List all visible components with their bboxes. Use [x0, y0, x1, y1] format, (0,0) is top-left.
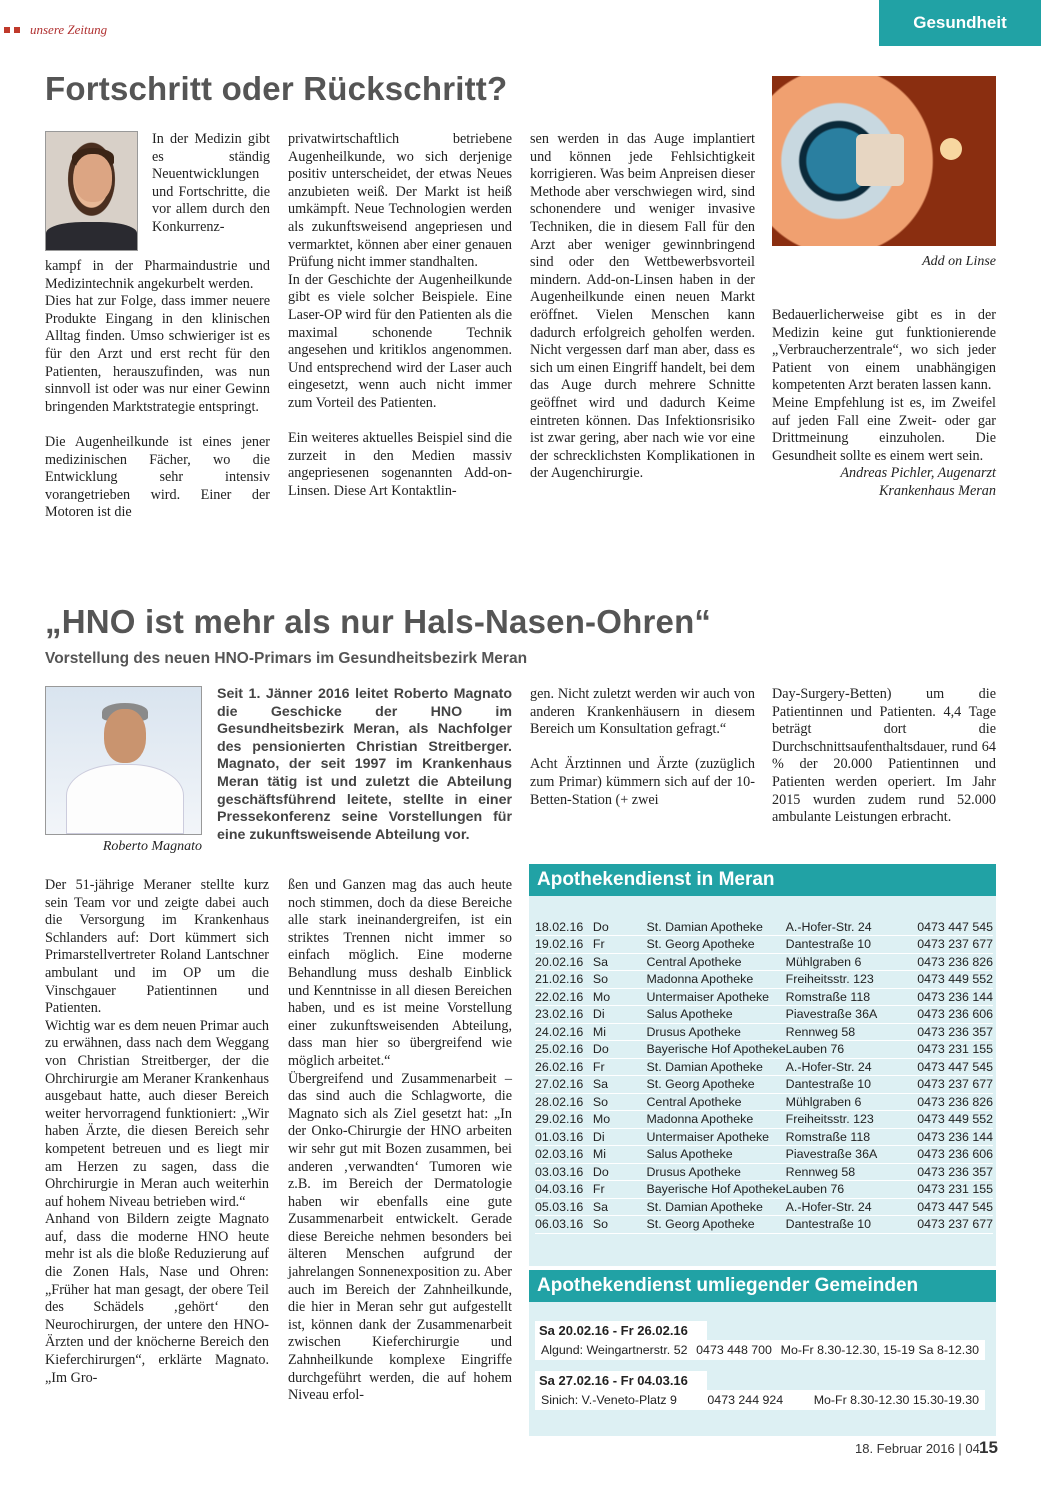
pharmacy-address: Piavestraße 36A: [785, 1007, 878, 1022]
article2-col-b: [288, 877, 512, 1405]
article2-col-d: [772, 686, 996, 827]
pharmacy-date: 25.02.16: [535, 1042, 584, 1057]
pharmacy-location: Algund: Weingartnerstr. 52: [541, 1343, 688, 1357]
pharmacy-phone: 0473 236 826: [917, 1094, 993, 1109]
article2-col-c: [530, 686, 755, 809]
pharmacy-weekday: So: [592, 972, 609, 987]
pharmacy-address: A.-Hofer-Str. 24: [785, 1199, 872, 1214]
brand-square: [14, 27, 20, 33]
pharmacy-date: 20.02.16: [535, 954, 584, 969]
pharmacy-phone: 0473 236 826: [917, 954, 993, 969]
pharmacy-row: [535, 1041, 993, 1059]
pharmacy-date: 27.02.16: [535, 1077, 584, 1092]
article1-col2: [288, 131, 512, 500]
pharmacy-phone: 0473 449 552: [917, 1112, 993, 1127]
week-range: Sa 27.02.16 - Fr 04.03.16: [535, 1371, 707, 1390]
pharmacy-pharmacy-name: Bayerische Hof Apotheke: [646, 1182, 786, 1197]
article1-col3-p1: sen werden in das Auge implantiert und können jede Fehlsichtigkeit korrigieren. Was beim Anpreisen dieser Methode aber verschwiegen wird, sind schonendere und weniger invasive Techniken, die in diesem Fall für den Arzt aber weniger gewinnbringend sind oder den Wettbewerbsvorteil mindern. Add-on-Linsen haben in der Augenheilkunde einen neuen Markt eröffnet. Vielen Menschen kann dadurch erfolgreich geholfen werden. Nicht vergessen darf man aber, dass es sich um einen Eingriff handelt, bei dem das Auge durch mehrere Schnitte geöffnet wird und dadurch Keime eintreten können. Das Infektionsrisiko ist zwar gering, aber nach wie vor eine der schrecklichsten Komplikationen in der Augenchirurgie.: [530, 131, 755, 482]
pharmacy-pharmacy-name: Untermaiser Apotheke: [646, 989, 770, 1004]
section-tab: Gesundheit: [879, 0, 1041, 46]
pharmacy-weekday: Mi: [592, 1147, 606, 1162]
pharmacy-phone: 0473 237 677: [917, 1077, 993, 1092]
brand-square: [4, 27, 10, 33]
pharmacy-pharmacy-name: Madonna Apotheke: [646, 1112, 754, 1127]
pharmacy-weekday: Fr: [592, 1059, 605, 1074]
pharmacy-row: [535, 936, 993, 954]
pharmacy-pharmacy-name: Drusus Apotheke: [646, 1024, 741, 1039]
pharmacy-pharmacy-name: Salus Apotheke: [646, 1147, 733, 1162]
pharmacy-phone: 0473 447 545: [917, 919, 993, 934]
pharmacy-phone: 0473 449 552: [917, 972, 993, 987]
pharmacy-row: [535, 1093, 993, 1111]
primar-portrait: [45, 686, 202, 835]
pharmacy-row: [535, 1163, 993, 1181]
pharmacy-date: 02.03.16: [535, 1147, 584, 1162]
photo-caption: Roberto Magnato: [102, 839, 202, 854]
pharmacy-date: 22.02.16: [535, 989, 584, 1004]
pharmacy-meran-header: Apothekendienst in Meran: [529, 864, 996, 896]
pharmacy-address: Romstraße 118: [785, 1129, 871, 1144]
pharmacy-date: 19.02.16: [535, 937, 584, 952]
footer-issue-date: 18. Februar 2016 | 04: [855, 1441, 980, 1456]
pharmacy-date: 24.02.16: [535, 1024, 584, 1039]
pharmacy-weekday: Sa: [592, 1077, 609, 1092]
pharmacy-date: 18.02.16: [535, 919, 584, 934]
author-name: Andreas Pichler, Augenarzt: [840, 465, 996, 482]
pharmacy-pharmacy-name: Bayerische Hof Apotheke: [646, 1042, 786, 1057]
pharmacy-weekday: Mo: [592, 1112, 611, 1127]
pharmacy-weekday: Sa: [592, 954, 609, 969]
pharmacy-row: [535, 1146, 993, 1164]
article1-col2-p3: Ein weiteres aktuelles Beispiel sind die zurzeit in den Medien massiv angepriesenen sogenannten Add-on-Linsen. Diese Art Kontaktlin-: [288, 430, 512, 499]
article1-col1: kampf in der Pharmaindustrie und Medizintechnik angekurbelt werden. Dies hat zur Folge, dass immer neuere Produkte Eingang in den klinischen Alltag finden. Umso schwieriger ist es für den Arzt und erst recht für den Patienten, herauszufinden, was nun sinnvoll ist oder was nur einer Gewinn bringenden Marktstrategie entspringt. Die Augenheilkunde ist eines jener medizinischen Fächer, wo die Entwicklung sehr intensiv vorangetrieben wird. Einer der Motoren ist die: [45, 258, 270, 521]
pharmacy-date: 06.03.16: [535, 1217, 584, 1232]
pharmacy-phone: 0473 236 357: [917, 1164, 993, 1179]
pharmacy-location: Sinich: V.-Veneto-Platz 9: [541, 1393, 677, 1407]
opening-hours: Mo-Fr 8.30-12.30 15.30-19.30: [813, 1393, 979, 1407]
pharmacy-phone: 0473 244 924: [707, 1393, 784, 1407]
pharmacy-phone: 0473 231 155: [917, 1182, 993, 1197]
pharmacy-pharmacy-name: St. Damian Apotheke: [646, 1059, 763, 1074]
pharmacy-weekday: Do: [592, 919, 609, 934]
pharmacy-row: [535, 1058, 993, 1076]
pharmacy-row: [535, 1006, 993, 1024]
article1-col4: [772, 307, 996, 501]
region-week-2: [535, 1370, 985, 1410]
article1-col1-p3: Die Augenheilkunde ist eines jener medizinischen Fächer, wo die Entwicklung sehr intensiv vorangetrieben wird. Einer der Motoren ist die: [45, 433, 270, 521]
pharmacy-pharmacy-name: Drusus Apotheke: [646, 1164, 741, 1179]
pharmacy-address: Romstraße 118: [785, 989, 871, 1004]
image-caption: Add on Linse: [922, 254, 996, 269]
pharmacy-row: [535, 953, 993, 971]
pharmacy-row: [535, 1181, 993, 1199]
pharmacy-row: [535, 1076, 993, 1094]
pharmacy-row: [535, 971, 993, 989]
article1-title: Fortschritt oder Rückschritt?: [45, 70, 508, 107]
article2-col-c-p2: Acht Ärztinnen und Ärzte (zuzüglich zum Primar) kümmern sich auf der 10-Betten-Station (+ zwei: [530, 756, 755, 808]
pharmacy-address: Dantestraße 10: [785, 1077, 872, 1092]
brand-name: unsere Zeitung: [30, 22, 108, 37]
pharmacy-weekday: Mo: [592, 989, 611, 1004]
pharmacy-phone: 0473 236 357: [917, 1024, 993, 1039]
pharmacy-date: 03.03.16: [535, 1164, 584, 1179]
pharmacy-pharmacy-name: Madonna Apotheke: [646, 972, 754, 987]
article1-col1-top: In der Medizin gibt es ständig Neuentwicklungen und Fortschritte, die vor allem durch den Konkurrenz-: [152, 131, 270, 235]
pharmacy-address: A.-Hofer-Str. 24: [785, 919, 872, 934]
region-week-1: [535, 1320, 985, 1360]
pharmacy-weekday: Sa: [592, 1199, 609, 1214]
pharmacy-pharmacy-name: St. Damian Apotheke: [646, 1199, 763, 1214]
pharmacy-row: [535, 1128, 993, 1146]
pharmacy-weekday: Di: [592, 1007, 605, 1022]
pharmacy-weekday: So: [592, 1094, 609, 1109]
pharmacy-weekday: Di: [592, 1129, 605, 1144]
pharmacy-date: 01.03.16: [535, 1129, 584, 1144]
pharmacy-weekday: So: [592, 1217, 609, 1232]
pharmacy-row: [535, 1111, 993, 1129]
pharmacy-phone: 0473 236 144: [917, 1129, 993, 1144]
article2-col-a-p2: Wichtig war es dem neuen Primar auch zu erwähnen, dass nach dem Weggang von Christian Streitberger, der die Ohrchirurgie am Meraner Krankenhaus ausgebaut hatte, auch dieser Bereich weiter hervorragend funktioniert: „Wir haben Ärzte, die diesen Bereich sehr kompetent betreuen und es liegt mir am Herzen zu sagen, dass die Ohrchirurgie in Meran auch weiterhin auf hohem Niveau betrieben wird.“: [45, 1017, 269, 1210]
pharmacy-pharmacy-name: St. Damian Apotheke: [646, 919, 763, 934]
pharmacy-address: Mühlgraben 6: [785, 954, 862, 969]
pharmacy-date: 04.03.16: [535, 1182, 584, 1197]
pharmacy-phone: 0473 447 545: [917, 1199, 993, 1214]
pharmacy-pharmacy-name: Untermaiser Apotheke: [646, 1129, 770, 1144]
pharmacy-address: A.-Hofer-Str. 24: [785, 1059, 872, 1074]
pharmacy-pharmacy-name: St. Georg Apotheke: [646, 1217, 755, 1232]
pharmacy-address: Piavestraße 36A: [785, 1147, 878, 1162]
brand-logo: [4, 22, 107, 38]
pharmacy-address: Freiheitsstr. 123: [785, 972, 874, 987]
article1-col3: [530, 131, 755, 483]
pharmacy-phone: 0473 237 677: [917, 1217, 993, 1232]
pharmacy-pharmacy-name: St. Georg Apotheke: [646, 937, 755, 952]
pharmacy-weekday: Fr: [592, 1182, 605, 1197]
pharmacy-phone: 0473 236 144: [917, 989, 993, 1004]
pharmacy-pharmacy-name: Central Apotheke: [646, 1094, 742, 1109]
pharmacy-date: 28.02.16: [535, 1094, 584, 1109]
pharmacy-row: [535, 1198, 993, 1216]
region-row: [535, 1390, 985, 1410]
article1-col4-p1: Bedauerlicherweise gibt es in der Medizin keine gut funktionierende „Verbraucherzentrale“, wo sich jeder Patient von einem unabhängigen kompetenten Arzt beraten lassen kann.: [772, 307, 996, 394]
opening-hours: Mo-Fr 8.30-12.30, 15-19 Sa 8-12.30: [780, 1343, 979, 1357]
article2-col-b-p2: Übergreifend und Zusammenarbeit – das sind auch die Schlagworte, die Magnato sich als Ziel gesetzt hat: „In der Onko-Chirurgie der HNO arbeiten wir sehr gut mit Bozen zusammen, bei anderen ‚verwandten‘ Tumoren wie z.B. im Bereich der Dermatologie haben wir ebenfalls eine gute Zusammenarbeit entwickelt. Gerade diese Bereiche nehmen besonders bei älteren Menschen aufgrund der jahrelangen Sonnenexposition zu. Aber auch im Bereich der Zahnheilkunde, die hier in Meran sehr gut aufgestellt ist, können dank der Zusammenarbeit zwischen Kieferchirurgie und Zahnheilkunde komplexe Eingriffe durchgeführt werden, die auf hohem Niveau erfol-: [288, 1070, 512, 1404]
pharmacy-address: Lauben 76: [785, 1042, 845, 1057]
pharmacy-region-header: Apothekendienst umliegender Gemeinden: [529, 1270, 996, 1302]
pharmacy-pharmacy-name: Salus Apotheke: [646, 1007, 733, 1022]
article2-col-a-p1: Der 51-jährige Meraner stellte kurz sein Team vor und zeigte dabei auch die Versorgung im Krankenhaus Schlanders auf: Dort kümmert sich Primarstellvertreter Roland Lantschner ambulant und im OP um die Vinschgauer Patientinnen und Patienten.: [45, 877, 269, 1017]
eye-lens-image: [772, 76, 996, 246]
pharmacy-row: [535, 1023, 993, 1041]
article2-col-a-p3: Anhand von Bildern zeigte Magnato auf, dass die moderne HNO heute mehr ist als die bloße Reduzierung auf die Zonen Hals, Nase und Ohren: „Früher hat man gesagt, der obere Teil des Schädels ‚gehört‘ den Neurochirurgen, der untere den HNO-Ärzten und der knöcherne Bereich den Kieferchirurgen“, erklärte Magnato. „Im Gro-: [45, 1211, 269, 1386]
author-portrait: [45, 131, 138, 251]
pharmacy-address: Dantestraße 10: [785, 1217, 872, 1232]
article2-title: „HNO ist mehr als nur Hals-Nasen-Ohren“: [45, 603, 712, 640]
pharmacy-date: 21.02.16: [535, 972, 584, 987]
pharmacy-phone: 0473 447 545: [917, 1059, 993, 1074]
pharmacy-weekday: Do: [592, 1042, 609, 1057]
pharmacy-phone: 0473 236 606: [917, 1147, 993, 1162]
pharmacy-region-box: [529, 1302, 996, 1436]
article2-col-b-p1: ßen und Ganzen mag das auch heute noch stimmen, doch da diese Bereiche alle stark ineinandergreifen, ist ein striktes Trennen nicht immer so einfach möglich. Eine moderne Behandlung muss deshalb Einblick und Kenntnisse in all diesen Bereichen haben, und es ist meine Vorstellung einer zukunftsweisenden Abteilung, dass man hier so übergreifend wie möglich arbeitet.“: [288, 877, 512, 1069]
article1-col2-p1: privatwirtschaftlich betriebene Augenheilkunde, wo sich derjenige positiv unterscheidet, der etwas Neues anzubieten weiß. Der Markt ist heiß umkämpft. Neue Technologien werden als zukunftsweisend angepriesen und vermarktet, können aber einer genauen Prüfung nicht immer standhalten.: [288, 131, 512, 271]
article1-col4-p2: Meine Empfehlung ist es, im Zweifel auf jeden Fall eine Zweit- oder gar Drittmeinung einzuholen. Die Gesundheit sollte es einem wert sein.: [772, 394, 996, 464]
article1-col2-p2: In der Geschichte der Augenheilkunde gibt es viele solcher Beispiele. Eine Laser-OP wird für den Patienten als die maximal schonende Technik angesehen und kritiklos angenommen. Und entsprechend wird der Laser auch eingesetzt, wenn auch nicht immer zum Vorteil des Patienten.: [288, 271, 512, 411]
article2-subtitle: Vorstellung des neuen HNO-Primars im Gesundheitsbezirk Meran: [45, 650, 528, 667]
author-affiliation: Krankenhaus Meran: [878, 482, 996, 499]
pharmacy-weekday: Mi: [592, 1024, 606, 1039]
pharmacy-date: 23.02.16: [535, 1007, 584, 1022]
article2-col-a: [45, 877, 269, 1387]
pharmacy-row: [535, 1216, 993, 1234]
pharmacy-address: Freiheitsstr. 123: [785, 1112, 874, 1127]
pharmacy-date: 26.02.16: [535, 1059, 584, 1074]
pharmacy-phone: 0473 236 606: [917, 1007, 993, 1022]
pharmacy-date: 29.02.16: [535, 1112, 584, 1127]
pharmacy-phone: 0473 448 700: [696, 1343, 772, 1357]
pharmacy-row: [535, 918, 993, 936]
region-row: [535, 1340, 985, 1360]
pharmacy-weekday: Fr: [592, 937, 605, 952]
pharmacy-address: Rennweg 58: [785, 1164, 856, 1179]
page-number: 15: [979, 1438, 998, 1457]
week-range: Sa 20.02.16 - Fr 26.02.16: [535, 1321, 707, 1340]
pharmacy-address: Dantestraße 10: [785, 937, 872, 952]
pharmacy-weekday: Do: [592, 1164, 609, 1179]
pharmacy-phone: 0473 237 677: [917, 937, 993, 952]
pharmacy-row: [535, 988, 993, 1006]
article2-col-c-p1: gen. Nicht zuletzt werden wir auch von anderen Krankenhäusern in diesem Bereich um Konsultation gefragt.“: [530, 686, 755, 738]
pharmacy-pharmacy-name: St. Georg Apotheke: [646, 1077, 755, 1092]
pharmacy-pharmacy-name: Central Apotheke: [646, 954, 742, 969]
article2-lead: Seit 1. Jänner 2016 leitet Roberto Magnato die Geschicke der HNO im Gesundheitsbezirk Meran, als Nachfolger des pensionierten Christian Streitberger. Magnato, der seit 1997 im Krankenhaus Meran tätig ist und zuletzt die Abteilung geschäftsführend leitete, stellte in einer Pressekonferenz seine Vorstellungen für eine zukunftsweisende Abteilung vor.: [217, 686, 512, 843]
pharmacy-address: Mühlgraben 6: [785, 1094, 862, 1109]
pharmacy-date: 05.03.16: [535, 1199, 584, 1214]
article1-col1-p2: Dies hat zur Folge, dass immer neuere Produkte Eingang in den klinischen Alltag finden. Umso schwieriger ist es für den Arzt und erst recht für den Patienten, herauszufinden, was nun sinnvoll ist oder was nur einer Gewinn bringenden Marktstrategie entspringt.: [45, 293, 270, 415]
pharmacy-address: Lauben 76: [785, 1182, 845, 1197]
pharmacy-meran-table: [535, 918, 993, 1234]
pharmacy-address: Rennweg 58: [785, 1024, 856, 1039]
pharmacy-phone: 0473 231 155: [917, 1042, 993, 1057]
article2-col-d-p1: Day-Surgery-Betten) um die Patientinnen und Patienten. 4,4 Tage beträgt dort die Durchschnittsaufenthaltsdauer, rund 64 % der 20.000 Patientinnen und Patienten werden operiert. Im Jahr 2015 wurden zudem rund 52.000 ambulante Leistungen erbracht.: [772, 686, 996, 826]
